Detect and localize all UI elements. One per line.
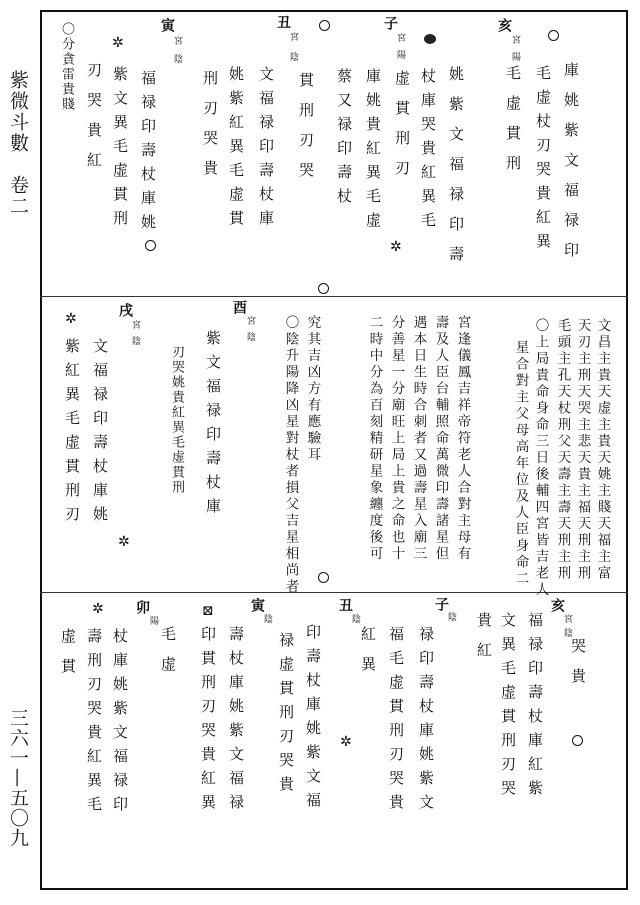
ring-icon: [319, 20, 330, 31]
text-column: 虚貫: [59, 628, 77, 688]
palace-head-xu: 戌: [117, 303, 133, 317]
text-column: 杖庫哭貴紅異毛: [419, 68, 437, 236]
cross-box-icon: ⊠: [202, 603, 214, 619]
text-column: 貴紅: [475, 612, 493, 672]
text-column: 文福禄印壽杖庫: [257, 66, 275, 234]
text-column: 刑刃哭貴: [201, 70, 219, 190]
text-column: 〇上局貴命身命三日後輔四宮皆吉老人: [532, 318, 549, 599]
text-column: 姚紫紅異毛虚貫: [227, 66, 245, 234]
text-column: 福毛虚貫刑刃哭貴: [387, 626, 405, 818]
text-column: 刃哭姚貴紅異毛虚貫刑: [169, 345, 184, 495]
flower-icon: ✲: [390, 239, 402, 255]
palace-tag: 陰: [172, 54, 182, 63]
text-column: 究其吉凶方有應驗耳: [304, 315, 321, 464]
text-column: 哭貴: [569, 638, 587, 698]
note-column: 〇分貪雷貴賤: [59, 22, 74, 112]
text-column: 壽杖庫姚紫文福禄: [227, 626, 245, 818]
palace-tag: 陰: [350, 614, 360, 623]
text-column: 遇本日生時合刺者又過壽星入廟三: [410, 315, 427, 563]
text-column: 福禄印壽杖庫姚: [139, 70, 157, 238]
text-column: 分善星一分廟旺上局上貴之命也十: [388, 315, 405, 563]
palace-tag: 陰: [446, 612, 456, 621]
palace-tag: 陰: [245, 332, 255, 341]
text-column: 福禄印壽杖庫紅紫: [526, 612, 544, 804]
text-column: 毛虚杖刃哭貴紅異: [534, 65, 552, 257]
text-column: 宮逢儀鳳吉祥帝符老人合對主母有: [454, 315, 471, 563]
text-column: 貫刑刃哭: [297, 72, 315, 192]
flower-icon: ✲: [65, 311, 77, 327]
text-column: 姚紫文福禄印壽: [447, 66, 465, 276]
palace-head-hai-2: 亥: [549, 598, 565, 612]
text-column: 毛頭主孔天杖刑父天壽主壽天刑主刑: [554, 318, 571, 582]
palace-head-yin-2: 寅: [249, 598, 265, 612]
text-column: 蔡又禄印壽杖: [335, 68, 353, 212]
flower-icon: ✲: [340, 734, 352, 750]
palace-sub: 宮: [562, 614, 572, 623]
palace-sub: 宮: [130, 320, 140, 329]
text-column: 紫文福禄印壽杖庫: [204, 330, 222, 522]
text-column: 〇陰升陽降凶星對杖者損父吉星相尚者: [282, 315, 299, 596]
text-column: 紅異: [359, 626, 377, 686]
text-column: 壽及人臣台輔照命萬微印壽諸星但: [432, 315, 449, 563]
text-column: 文昌主貴天虚主貴天姚主賤天福主富: [594, 318, 611, 582]
ring-icon: [318, 572, 329, 583]
palace-sub: 宮: [288, 32, 298, 41]
text-column: 毛虚: [159, 626, 177, 686]
text-column: 庫姚紫文福禄印: [562, 62, 580, 272]
text-column: 印壽杖庫姚紫文福: [304, 624, 322, 816]
text-column: 文異毛虚貫刑刃哭: [499, 612, 517, 804]
flower-icon: ✲: [112, 35, 124, 51]
palace-head-chou-2: 丑: [337, 598, 353, 612]
text-column: 二時中分為百刻精研星象纏度後可: [366, 315, 383, 563]
text-column: 禄虚貫刑刃哭貴: [277, 632, 295, 800]
palace-tag: 陽: [510, 52, 520, 61]
palace-head-zi-2: 子: [433, 597, 449, 611]
ring-icon: [318, 283, 329, 294]
text-column: 紫紅異毛虚貫刑刃: [63, 338, 81, 530]
text-column: 文福禄印壽杖庫姚: [91, 338, 109, 530]
text-column: 刃哭貴紅: [85, 62, 103, 182]
palace-tag: 陰: [262, 614, 272, 623]
palace-tag: 陽: [148, 616, 158, 625]
ring-icon: [572, 735, 583, 746]
palace-tag: 陰: [288, 52, 298, 61]
palace-head-hai: 亥: [496, 18, 512, 32]
palace-head-chou: 丑: [275, 15, 291, 29]
text-column: 虚貫刑刃: [393, 70, 411, 190]
text-column: 庫姚貴紅異毛虚: [364, 68, 382, 236]
ink-blot-icon: [424, 34, 436, 44]
palace-tag: 陰: [562, 628, 572, 637]
text-column: 禄印壽杖庫姚紫文: [417, 626, 435, 818]
text-column: 天刃主刑天哭主悲天貴主福天刑主刑: [574, 318, 591, 582]
text-column: 杖庫姚紫文福禄印: [111, 628, 129, 820]
palace-sub: 宮: [395, 33, 405, 42]
divider-upper: [40, 296, 628, 297]
palace-tag: 陰: [130, 336, 140, 345]
text-column: 星合對主父母高年位及人臣身命二: [512, 340, 529, 588]
palace-tag: 陽: [395, 50, 405, 59]
palace-sub: 宮: [510, 35, 520, 44]
flower-icon: ✲: [92, 601, 104, 617]
palace-head-zi: 子: [382, 16, 398, 30]
palace-head-you: 酉: [231, 300, 247, 314]
palace-head-yin: 寅: [159, 18, 175, 32]
palace-sub: 宮: [172, 36, 182, 45]
book-title: 紫微斗數 卷二: [7, 70, 29, 217]
palace-head-mao: 卯: [134, 600, 150, 614]
page-number: 三六一—五〇九: [7, 708, 29, 848]
text-column: 毛虚貫刑: [504, 65, 522, 185]
text-column: 紫文異毛虚貫刑: [111, 66, 129, 234]
text-column: 壽刑刃哭貴紅異毛: [85, 628, 103, 820]
flower-icon: ✲: [118, 534, 130, 550]
ring-icon: [548, 30, 559, 41]
palace-sub: 宮: [245, 316, 255, 325]
text-column: 印貫刑刃哭貴紅異: [199, 626, 217, 818]
ring-icon: [145, 240, 156, 251]
